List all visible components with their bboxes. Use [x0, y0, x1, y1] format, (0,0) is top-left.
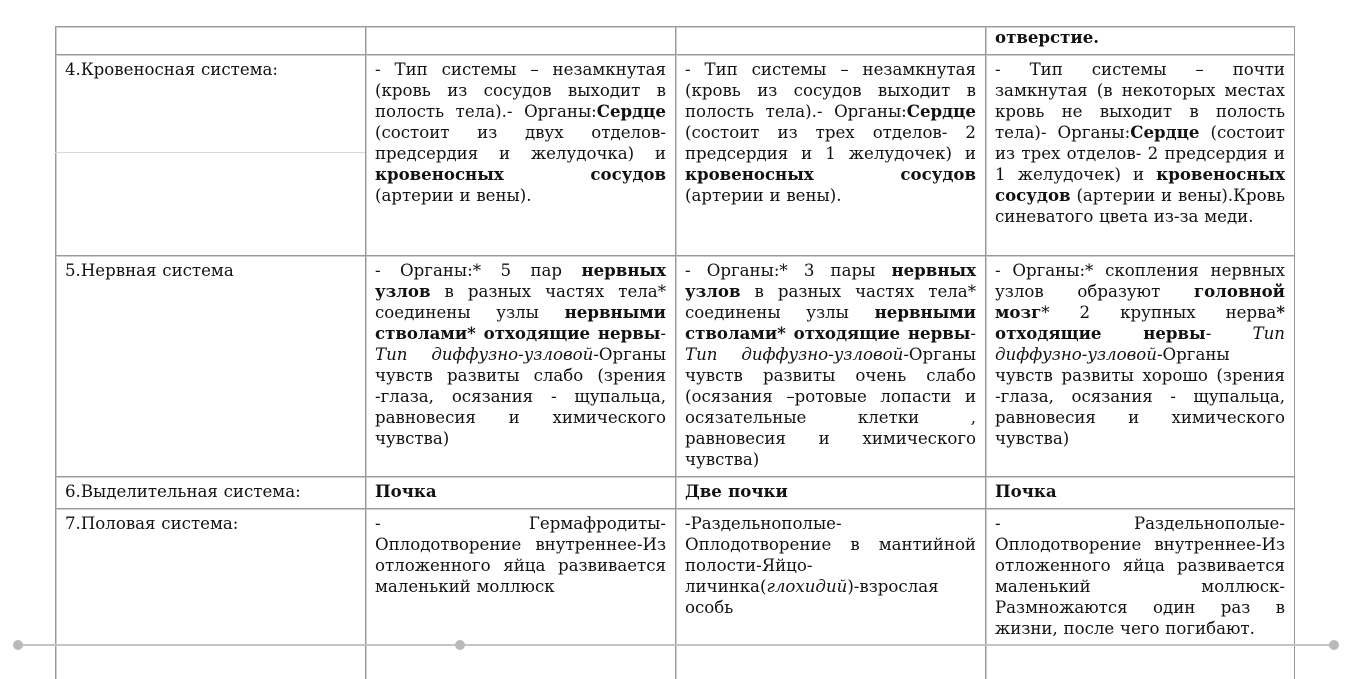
cell-bold-text: кровеносных сосудов [685, 164, 976, 184]
cell-bold-text: Сердце [596, 101, 666, 121]
cell-divider-line [55, 152, 365, 153]
cell-bold-text: * отходящие нервы [995, 302, 1285, 343]
row-label-cell [55, 54, 365, 255]
table-cell [675, 476, 985, 508]
cell-text: (артерии и вены). [685, 186, 842, 205]
cell-text: - [970, 324, 976, 343]
cell-bold-text: Почка [995, 481, 1057, 501]
cell-text: (состоит из трех отделов- 2 предсердия и 1 желудочек) и [995, 123, 1285, 184]
cell-text: (артерии и вены). [375, 186, 532, 205]
row-label: 6.Выделительная система: [65, 482, 301, 501]
table-cell [365, 54, 675, 255]
cell-bold-text: Сердце [906, 101, 976, 121]
horizontal-scrollbar[interactable] [18, 639, 1334, 651]
scroll-end-handle[interactable] [1329, 640, 1339, 650]
cell-italic-text: Тип диффузно-узловой [375, 345, 594, 364]
row-label-cell [55, 255, 365, 476]
row-label-cell [55, 476, 365, 508]
cell-text-fragment: отверстие. [995, 27, 1100, 47]
cell-text: - [660, 324, 666, 343]
cell-italic-text: глохидий [766, 577, 848, 596]
row-label: 7.Половая система: [65, 514, 239, 533]
table-cell [985, 255, 1295, 476]
cell-text: - Гермафродиты-Оплодотворение внутреннее-Из отложенного яйца развивается маленький моллюск [375, 514, 666, 596]
document-page [55, 27, 1295, 638]
cell-text: - Органы:* 3 пары [685, 261, 892, 280]
table-cell [985, 26, 1295, 54]
cell-bold-text: Почка [375, 481, 437, 501]
table-cell [365, 255, 675, 476]
cell-bold-text: нервных узлов [375, 260, 666, 301]
cell-italic-text: Тип диффузно-узловой [685, 345, 904, 364]
row-label: 5.Нервная система [65, 261, 234, 280]
table-row [55, 26, 1295, 54]
table-cell [365, 26, 675, 54]
cell-text: в разных частях тела* соединены узлы [685, 282, 976, 322]
cell-text: - Органы:* скопления нервных узлов образуют [995, 261, 1285, 301]
table-cell [365, 508, 675, 679]
cell-text: * 2 крупных нерва [1041, 303, 1277, 322]
row-label: 4.Кровеносная система: [65, 60, 279, 79]
table-row-nervous [55, 255, 1295, 476]
scroll-thumb-handle[interactable] [455, 640, 465, 650]
row-label-cell [55, 508, 365, 679]
cell-bold-text: головной мозг [995, 281, 1285, 322]
scrollbar-track[interactable] [18, 644, 1334, 646]
table-row-circulatory [55, 54, 1295, 255]
table-cell [675, 255, 985, 476]
cell-text: -Раздельнополые-Оплодотворение в мантийной полости-Яйцо- личинка( [685, 514, 976, 596]
cell-text: - Органы:* 5 пар [375, 261, 582, 280]
table-cell [675, 508, 985, 679]
cell-text: (состоит из двух отделов- предсердия и желудочка) и [375, 123, 666, 163]
cell-bold-text: Сердце [1130, 122, 1200, 142]
cell-bold-text: Две почки [685, 481, 788, 501]
cell-bold-text: кровеносных сосудов [375, 164, 666, 184]
table-cell [365, 476, 675, 508]
cell-bold-text: нервными стволами* отходящие нервы [685, 302, 976, 343]
cell-text: - Тип системы – незамкнутая (кровь из сосудов выходит в полость тела).- Органы: [375, 60, 666, 121]
cell-text: -Органы чувств развиты хорошо (зрения -глаза, осязания - щупальца, равновесия и химического чувства) [995, 345, 1285, 448]
table-cell [675, 54, 985, 255]
cell-text: - Раздельнополые-Оплодотворение внутреннее-Из отложенного яйца развивается маленький моллюск-Размножаются один раз в жизни, после чего погибают. [995, 514, 1285, 638]
cell-text: )-взрослая особь [685, 577, 939, 617]
table-cell [985, 508, 1295, 679]
cell-text: (артерии и вены).Кровь синеватого цвета из-за меди. [995, 186, 1285, 226]
table-row-excretory [55, 476, 1295, 508]
row-label-cell [55, 26, 365, 54]
cell-bold-text: кровеносных сосудов [995, 164, 1285, 205]
cell-text: в разных частях тела* соединены узлы [375, 282, 666, 322]
cell-text: - [1205, 324, 1253, 343]
table-cell [675, 26, 985, 54]
cell-text: -Органы чувств развиты очень слабо (осязания –ротовые лопасти и осязательные клетки , равновесия и химического чувства) [685, 345, 976, 469]
cell-text: - Тип системы – незамкнутая (кровь из сосудов выходит в полость тела).- Органы: [685, 60, 976, 121]
comparison-table [55, 26, 1295, 679]
cell-text: -Органы чувств развиты слабо (зрения -глаза, осязания - щупальца, равновесия и химического чувства) [375, 345, 666, 448]
scroll-start-handle[interactable] [13, 640, 23, 650]
cell-text: (состоит из трех отделов- 2 предсердия и 1 желудочек) и [685, 123, 976, 163]
cell-bold-text: нервными стволами* отходящие нервы [375, 302, 666, 343]
cell-text: - Тип системы – почти замкнутая (в некоторых местах кровь не выходит в полость тела)- Органы: [995, 60, 1285, 142]
table-row-reproductive [55, 508, 1295, 679]
cell-bold-text: нервных узлов [685, 260, 976, 301]
table-cell [985, 54, 1295, 255]
cell-italic-text: Тип диффузно-узловой [995, 324, 1285, 364]
table-cell [985, 476, 1295, 508]
